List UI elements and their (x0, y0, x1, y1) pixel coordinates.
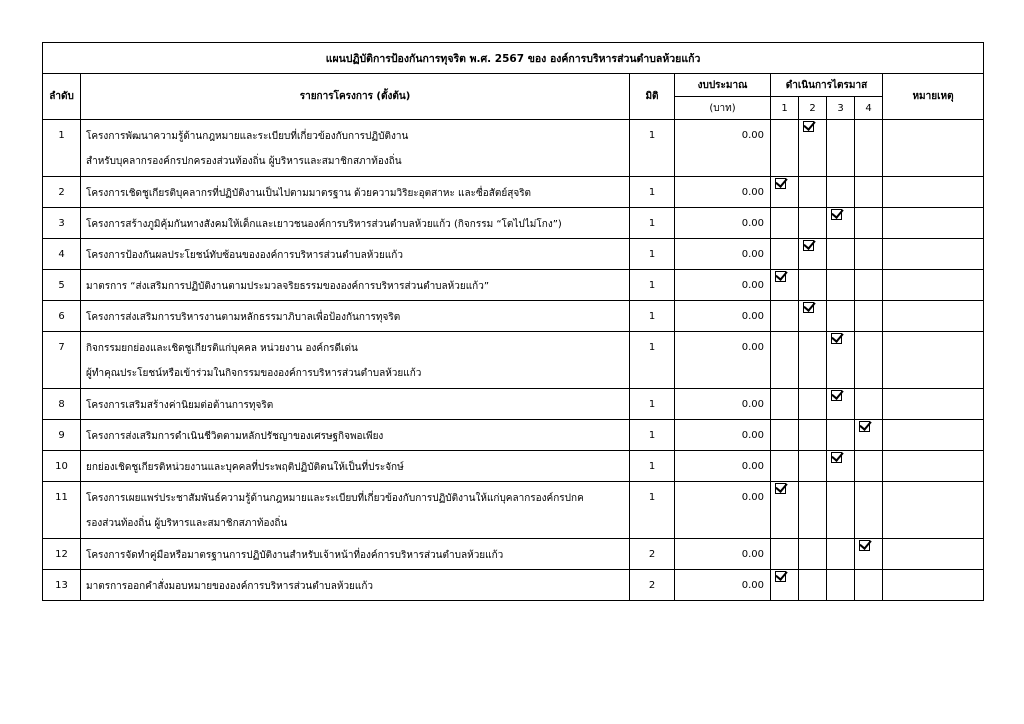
plan-rows (43, 120, 984, 601)
project-cell (81, 332, 630, 389)
header-no: ลำดับ (43, 74, 81, 120)
project-cell (81, 208, 630, 239)
quarter-4-cell (855, 208, 883, 239)
remarks-cell (883, 389, 984, 420)
table-row (43, 332, 984, 389)
remarks-cell (883, 208, 984, 239)
table-row (43, 389, 984, 420)
header-quarter-1: 1 (771, 97, 799, 120)
quarter-3-cell (827, 420, 855, 451)
remarks-cell (883, 539, 984, 570)
remarks-cell (883, 332, 984, 389)
header-project: รายการโครงการ (ตั้งต้น) (81, 74, 630, 120)
quarter-2-cell (799, 270, 827, 301)
table-row (43, 120, 984, 177)
header-quarter-4: 4 (855, 97, 883, 120)
quarter-3-cell (827, 120, 855, 177)
quarter-4-cell (855, 539, 883, 570)
quarter-4-cell (855, 177, 883, 208)
header-remarks: หมายเหตุ (883, 74, 984, 120)
project-line: โครงการเสริมสร้างค่านิยมต่อต้านการทุจริต (86, 400, 274, 411)
quarter-2-cell (799, 420, 827, 451)
table-row (43, 270, 984, 301)
remarks-cell (883, 270, 984, 301)
quarter-1-cell (771, 570, 799, 601)
quarter-2-cell (799, 332, 827, 389)
checkbox-checked-icon (859, 540, 870, 551)
checkbox-checked-icon (803, 302, 814, 313)
checkbox-checked-icon (775, 271, 786, 282)
quarter-3-cell (827, 539, 855, 570)
project-line: มาตรการออกคำสั่งมอบหมายขององค์การบริหารส่วนตำบลห้วยแก้ว (86, 581, 374, 592)
remarks-cell (883, 177, 984, 208)
checkbox-checked-icon (831, 333, 842, 344)
checkbox-checked-icon (775, 571, 786, 582)
table-row (43, 208, 984, 239)
table-row (43, 482, 984, 539)
budget-cell: 0.00 (675, 570, 771, 601)
project-line: โครงการส่งเสริมการบริหารงานตามหลักธรรมาภิบาลเพื่อป้องกันการทุจริต (86, 312, 401, 323)
quarter-4-cell (855, 120, 883, 177)
quarter-2-cell (799, 389, 827, 420)
row-number: 3 (43, 208, 81, 239)
budget-cell: 0.00 (675, 270, 771, 301)
project-cell (81, 570, 630, 601)
quarter-4-cell (855, 389, 883, 420)
checkbox-checked-icon (775, 178, 786, 189)
header-budget: งบประมาณ (675, 74, 771, 97)
checkbox-checked-icon (859, 421, 870, 432)
budget-cell: 0.00 (675, 332, 771, 389)
dimension-cell: 1 (630, 301, 675, 332)
project-cell (81, 301, 630, 332)
quarter-1-cell (771, 177, 799, 208)
project-line: โครงการส่งเสริมการดำเนินชีวิตตามหลักปรัชญาของเศรษฐกิจพอเพียง (86, 431, 384, 442)
quarter-2-cell (799, 120, 827, 177)
project-cell (81, 482, 630, 539)
project-line: โครงการป้องกันผลประโยชน์ทับซ้อนขององค์การบริหารส่วนตำบลห้วยแก้ว (86, 250, 403, 261)
budget-cell: 0.00 (675, 451, 771, 482)
header-budget-unit: (บาท) (675, 97, 771, 120)
quarter-1-cell (771, 482, 799, 539)
project-cell (81, 539, 630, 570)
project-cell (81, 451, 630, 482)
quarter-1-cell (771, 270, 799, 301)
row-number: 9 (43, 420, 81, 451)
table-row (43, 570, 984, 601)
quarter-4-cell (855, 239, 883, 270)
dimension-cell: 1 (630, 482, 675, 539)
project-line: โครงการเชิดชูเกียรติบุคลากรที่ปฏิบัติงานเป็นไปตามมาตรฐาน ด้วยความวิริยะอุตสาหะ และซื่อสัตย์สุจริต (86, 188, 532, 199)
quarter-3-cell (827, 301, 855, 332)
row-number: 4 (43, 239, 81, 270)
header-quarters: ดำเนินการไตรมาส (771, 74, 883, 97)
quarter-3-cell (827, 239, 855, 270)
row-number: 10 (43, 451, 81, 482)
quarter-1-cell (771, 539, 799, 570)
project-line: โครงการสร้างภูมิคุ้มกันทางสังคมให้เด็กและเยาวชนองค์การบริหารส่วนตำบลห้วยแก้ว (กิจกรรม “โตไปไม่โกง”) (86, 219, 562, 230)
project-line: โครงการพัฒนาความรู้ด้านกฎหมายและระเบียบที่เกี่ยวข้องกับการปฏิบัติงาน (86, 131, 409, 142)
row-number: 6 (43, 301, 81, 332)
project-cell (81, 120, 630, 177)
dimension-cell: 1 (630, 270, 675, 301)
quarter-3-cell (827, 270, 855, 301)
budget-cell: 0.00 (675, 539, 771, 570)
table-row (43, 301, 984, 332)
quarter-1-cell (771, 420, 799, 451)
remarks-cell (883, 301, 984, 332)
quarter-4-cell (855, 482, 883, 539)
budget-cell: 0.00 (675, 301, 771, 332)
quarter-4-cell (855, 451, 883, 482)
dimension-cell: 1 (630, 120, 675, 177)
quarter-1-cell (771, 332, 799, 389)
dimension-cell: 2 (630, 570, 675, 601)
dimension-cell: 1 (630, 420, 675, 451)
plan-table (42, 42, 984, 601)
budget-cell: 0.00 (675, 389, 771, 420)
quarter-2-cell (799, 451, 827, 482)
quarter-2-cell (799, 539, 827, 570)
table-row (43, 451, 984, 482)
quarter-4-cell (855, 332, 883, 389)
project-cell (81, 420, 630, 451)
table-title: แผนปฏิบัติการป้องกันการทุจริต พ.ศ. 2567 ของ องค์การบริหารส่วนตำบลห้วยแก้ว (43, 43, 984, 74)
budget-cell: 0.00 (675, 120, 771, 177)
checkbox-checked-icon (831, 209, 842, 220)
checkbox-checked-icon (775, 483, 786, 494)
table-row (43, 177, 984, 208)
table-row (43, 539, 984, 570)
dimension-cell: 1 (630, 332, 675, 389)
row-number: 8 (43, 389, 81, 420)
quarter-3-cell (827, 389, 855, 420)
project-cell (81, 177, 630, 208)
remarks-cell (883, 451, 984, 482)
quarter-2-cell (799, 301, 827, 332)
checkbox-checked-icon (831, 452, 842, 463)
quarter-1-cell (771, 239, 799, 270)
quarter-4-cell (855, 570, 883, 601)
row-number: 1 (43, 120, 81, 177)
quarter-2-cell (799, 239, 827, 270)
budget-cell: 0.00 (675, 239, 771, 270)
dimension-cell: 2 (630, 539, 675, 570)
project-line: รองส่วนท้องถิ่น ผู้บริหารและสมาชิกสภาท้องถิ่น (86, 518, 288, 529)
project-line: ผู้ทำคุณประโยชน์หรือเข้าร่วมในกิจกรรมขององค์การบริหารส่วนตำบลห้วยแก้ว (86, 368, 422, 379)
dimension-cell: 1 (630, 451, 675, 482)
dimension-cell: 1 (630, 177, 675, 208)
project-line: มาตรการ “ส่งเสริมการปฏิบัติงานตามประมวลจริยธรรมขององค์การบริหารส่วนตำบลห้วยแก้ว” (86, 281, 490, 292)
project-line: โครงการจัดทำคู่มือหรือมาตรฐานการปฏิบัติงานสำหรับเจ้าหน้าที่องค์การบริหารส่วนตำบลห้วยแก้ว (86, 550, 504, 561)
dimension-cell: 1 (630, 389, 675, 420)
quarter-2-cell (799, 482, 827, 539)
table-row (43, 420, 984, 451)
quarter-3-cell (827, 177, 855, 208)
quarter-4-cell (855, 301, 883, 332)
quarter-4-cell (855, 420, 883, 451)
remarks-cell (883, 570, 984, 601)
remarks-cell (883, 420, 984, 451)
quarter-2-cell (799, 208, 827, 239)
project-line: กิจกรรมยกย่องและเชิดชูเกียรติแก่บุคคล หน่วยงาน องค์กรดีเด่น (86, 343, 358, 354)
project-line: โครงการเผยแพร่ประชาสัมพันธ์ความรู้ด้านกฎหมายและระเบียบที่เกี่ยวข้องกับการปฏิบัติงานให้แก่บุคลากรองค์กรปกค (86, 493, 584, 504)
quarter-1-cell (771, 389, 799, 420)
header-dimension: มิติ (630, 74, 675, 120)
quarter-1-cell (771, 208, 799, 239)
quarter-3-cell (827, 482, 855, 539)
quarter-1-cell (771, 301, 799, 332)
checkbox-checked-icon (803, 121, 814, 132)
quarter-2-cell (799, 570, 827, 601)
dimension-cell: 1 (630, 208, 675, 239)
header-quarter-3: 3 (827, 97, 855, 120)
table-row (43, 239, 984, 270)
budget-cell: 0.00 (675, 482, 771, 539)
remarks-cell (883, 482, 984, 539)
row-number: 2 (43, 177, 81, 208)
project-cell (81, 270, 630, 301)
row-number: 12 (43, 539, 81, 570)
row-number: 11 (43, 482, 81, 539)
row-number: 7 (43, 332, 81, 389)
quarter-2-cell (799, 177, 827, 208)
budget-cell: 0.00 (675, 420, 771, 451)
quarter-3-cell (827, 332, 855, 389)
checkbox-checked-icon (831, 390, 842, 401)
project-cell (81, 389, 630, 420)
quarter-1-cell (771, 451, 799, 482)
row-number: 13 (43, 570, 81, 601)
project-line: สำหรับบุคลากรองค์กรปกครองส่วนท้องถิ่น ผู้บริหารและสมาชิกสภาท้องถิ่น (86, 156, 402, 167)
project-cell (81, 239, 630, 270)
remarks-cell (883, 239, 984, 270)
budget-cell: 0.00 (675, 208, 771, 239)
dimension-cell: 1 (630, 239, 675, 270)
quarter-3-cell (827, 570, 855, 601)
header-quarter-2: 2 (799, 97, 827, 120)
budget-cell: 0.00 (675, 177, 771, 208)
quarter-3-cell (827, 451, 855, 482)
plan-sheet (42, 42, 983, 601)
quarter-3-cell (827, 208, 855, 239)
checkbox-checked-icon (803, 240, 814, 251)
row-number: 5 (43, 270, 81, 301)
remarks-cell (883, 120, 984, 177)
quarter-4-cell (855, 270, 883, 301)
quarter-1-cell (771, 120, 799, 177)
project-line: ยกย่องเชิดชูเกียรติหน่วยงานและบุคคลที่ประพฤติปฏิบัติตนให้เป็นที่ประจักษ์ (86, 462, 404, 473)
